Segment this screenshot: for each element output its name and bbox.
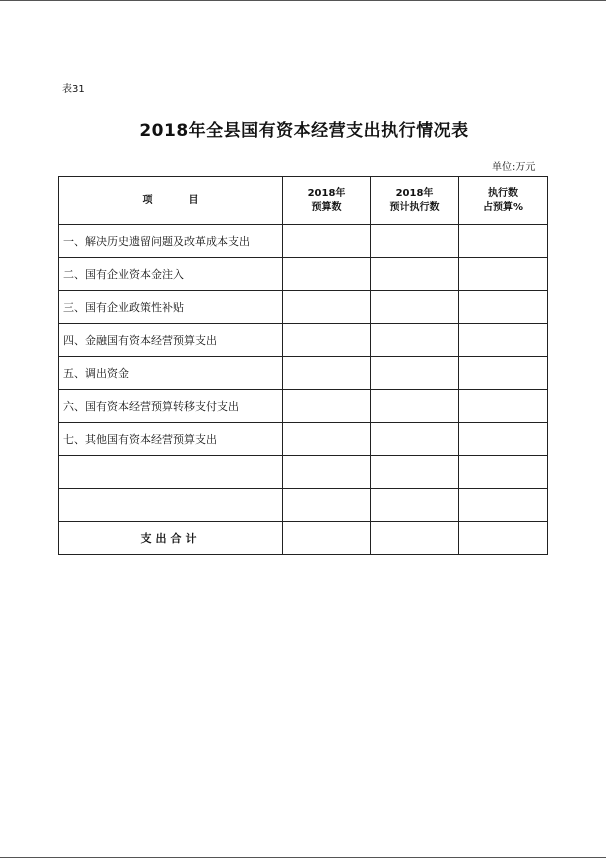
page-bottom-border	[0, 857, 606, 858]
executed-cell	[371, 225, 459, 258]
table-row	[59, 324, 548, 357]
row-label: 五、调出资金	[59, 357, 283, 390]
table-row	[59, 489, 548, 522]
total-ratio-cell	[459, 522, 548, 555]
executed-cell	[371, 456, 459, 489]
executed-cell	[371, 423, 459, 456]
row-label: 二、国有企业资本金注入	[59, 258, 283, 291]
budget-cell	[283, 357, 371, 390]
ratio-cell	[459, 423, 548, 456]
total-row	[59, 522, 548, 555]
table-row	[59, 258, 548, 291]
table-row	[59, 390, 548, 423]
budget-header-line2: 预算数	[311, 201, 342, 213]
budget-cell	[283, 489, 371, 522]
ratio-cell	[459, 225, 548, 258]
unit-label: 单位:万元	[492, 162, 536, 173]
ratio-cell	[459, 357, 548, 390]
budget-cell	[283, 390, 371, 423]
row-label: 三、国有企业政策性补贴	[59, 291, 283, 324]
item-column-header	[59, 177, 283, 225]
budget-cell	[283, 291, 371, 324]
budget-cell	[283, 423, 371, 456]
budget-cell	[283, 324, 371, 357]
row-label: 六、国有资本经营预算转移支付支出	[59, 390, 283, 423]
item-header-char-a: 项	[142, 194, 153, 206]
row-label: 七、其他国有资本经营预算支出	[59, 423, 283, 456]
table-row	[59, 225, 548, 258]
row-label	[59, 456, 283, 489]
header-row	[59, 177, 548, 225]
executed-cell	[371, 489, 459, 522]
ratio-cell	[459, 324, 548, 357]
total-label: 支出合计	[59, 522, 283, 555]
total-executed-cell	[371, 522, 459, 555]
budget-header-line1: 2018年	[307, 187, 346, 199]
executed-cell	[371, 324, 459, 357]
ratio-cell	[459, 390, 548, 423]
table-row	[59, 423, 548, 456]
ratio-cell	[459, 489, 548, 522]
ratio-cell	[459, 456, 548, 489]
ratio-cell	[459, 291, 548, 324]
table-number: 表31	[62, 84, 85, 95]
item-header-char-b: 目	[188, 194, 199, 206]
budget-cell	[283, 225, 371, 258]
row-label: 四、金融国有资本经营预算支出	[59, 324, 283, 357]
executed-cell	[371, 390, 459, 423]
ratio-header-line2: 占预算%	[482, 201, 524, 213]
ratio-column-header	[459, 177, 548, 225]
budget-cell	[283, 456, 371, 489]
expenditure-table	[58, 176, 548, 555]
row-label: 一、解决历史遗留问题及改革成本支出	[59, 225, 283, 258]
table-row	[59, 291, 548, 324]
executed-cell	[371, 291, 459, 324]
page-title: 2018年全县国有资本经营支出执行情况表	[139, 121, 469, 141]
row-label	[59, 489, 283, 522]
ratio-cell	[459, 258, 548, 291]
executed-column-header	[371, 177, 459, 225]
executed-header-line2: 预计执行数	[389, 201, 440, 213]
executed-header-line1: 2018年	[395, 187, 434, 199]
table-row	[59, 456, 548, 489]
budget-cell	[283, 258, 371, 291]
table-row	[59, 357, 548, 390]
budget-column-header	[283, 177, 371, 225]
ratio-header-line1: 执行数	[488, 187, 518, 199]
executed-cell	[371, 258, 459, 291]
page-top-border	[0, 0, 606, 1]
total-budget-cell	[283, 522, 371, 555]
executed-cell	[371, 357, 459, 390]
